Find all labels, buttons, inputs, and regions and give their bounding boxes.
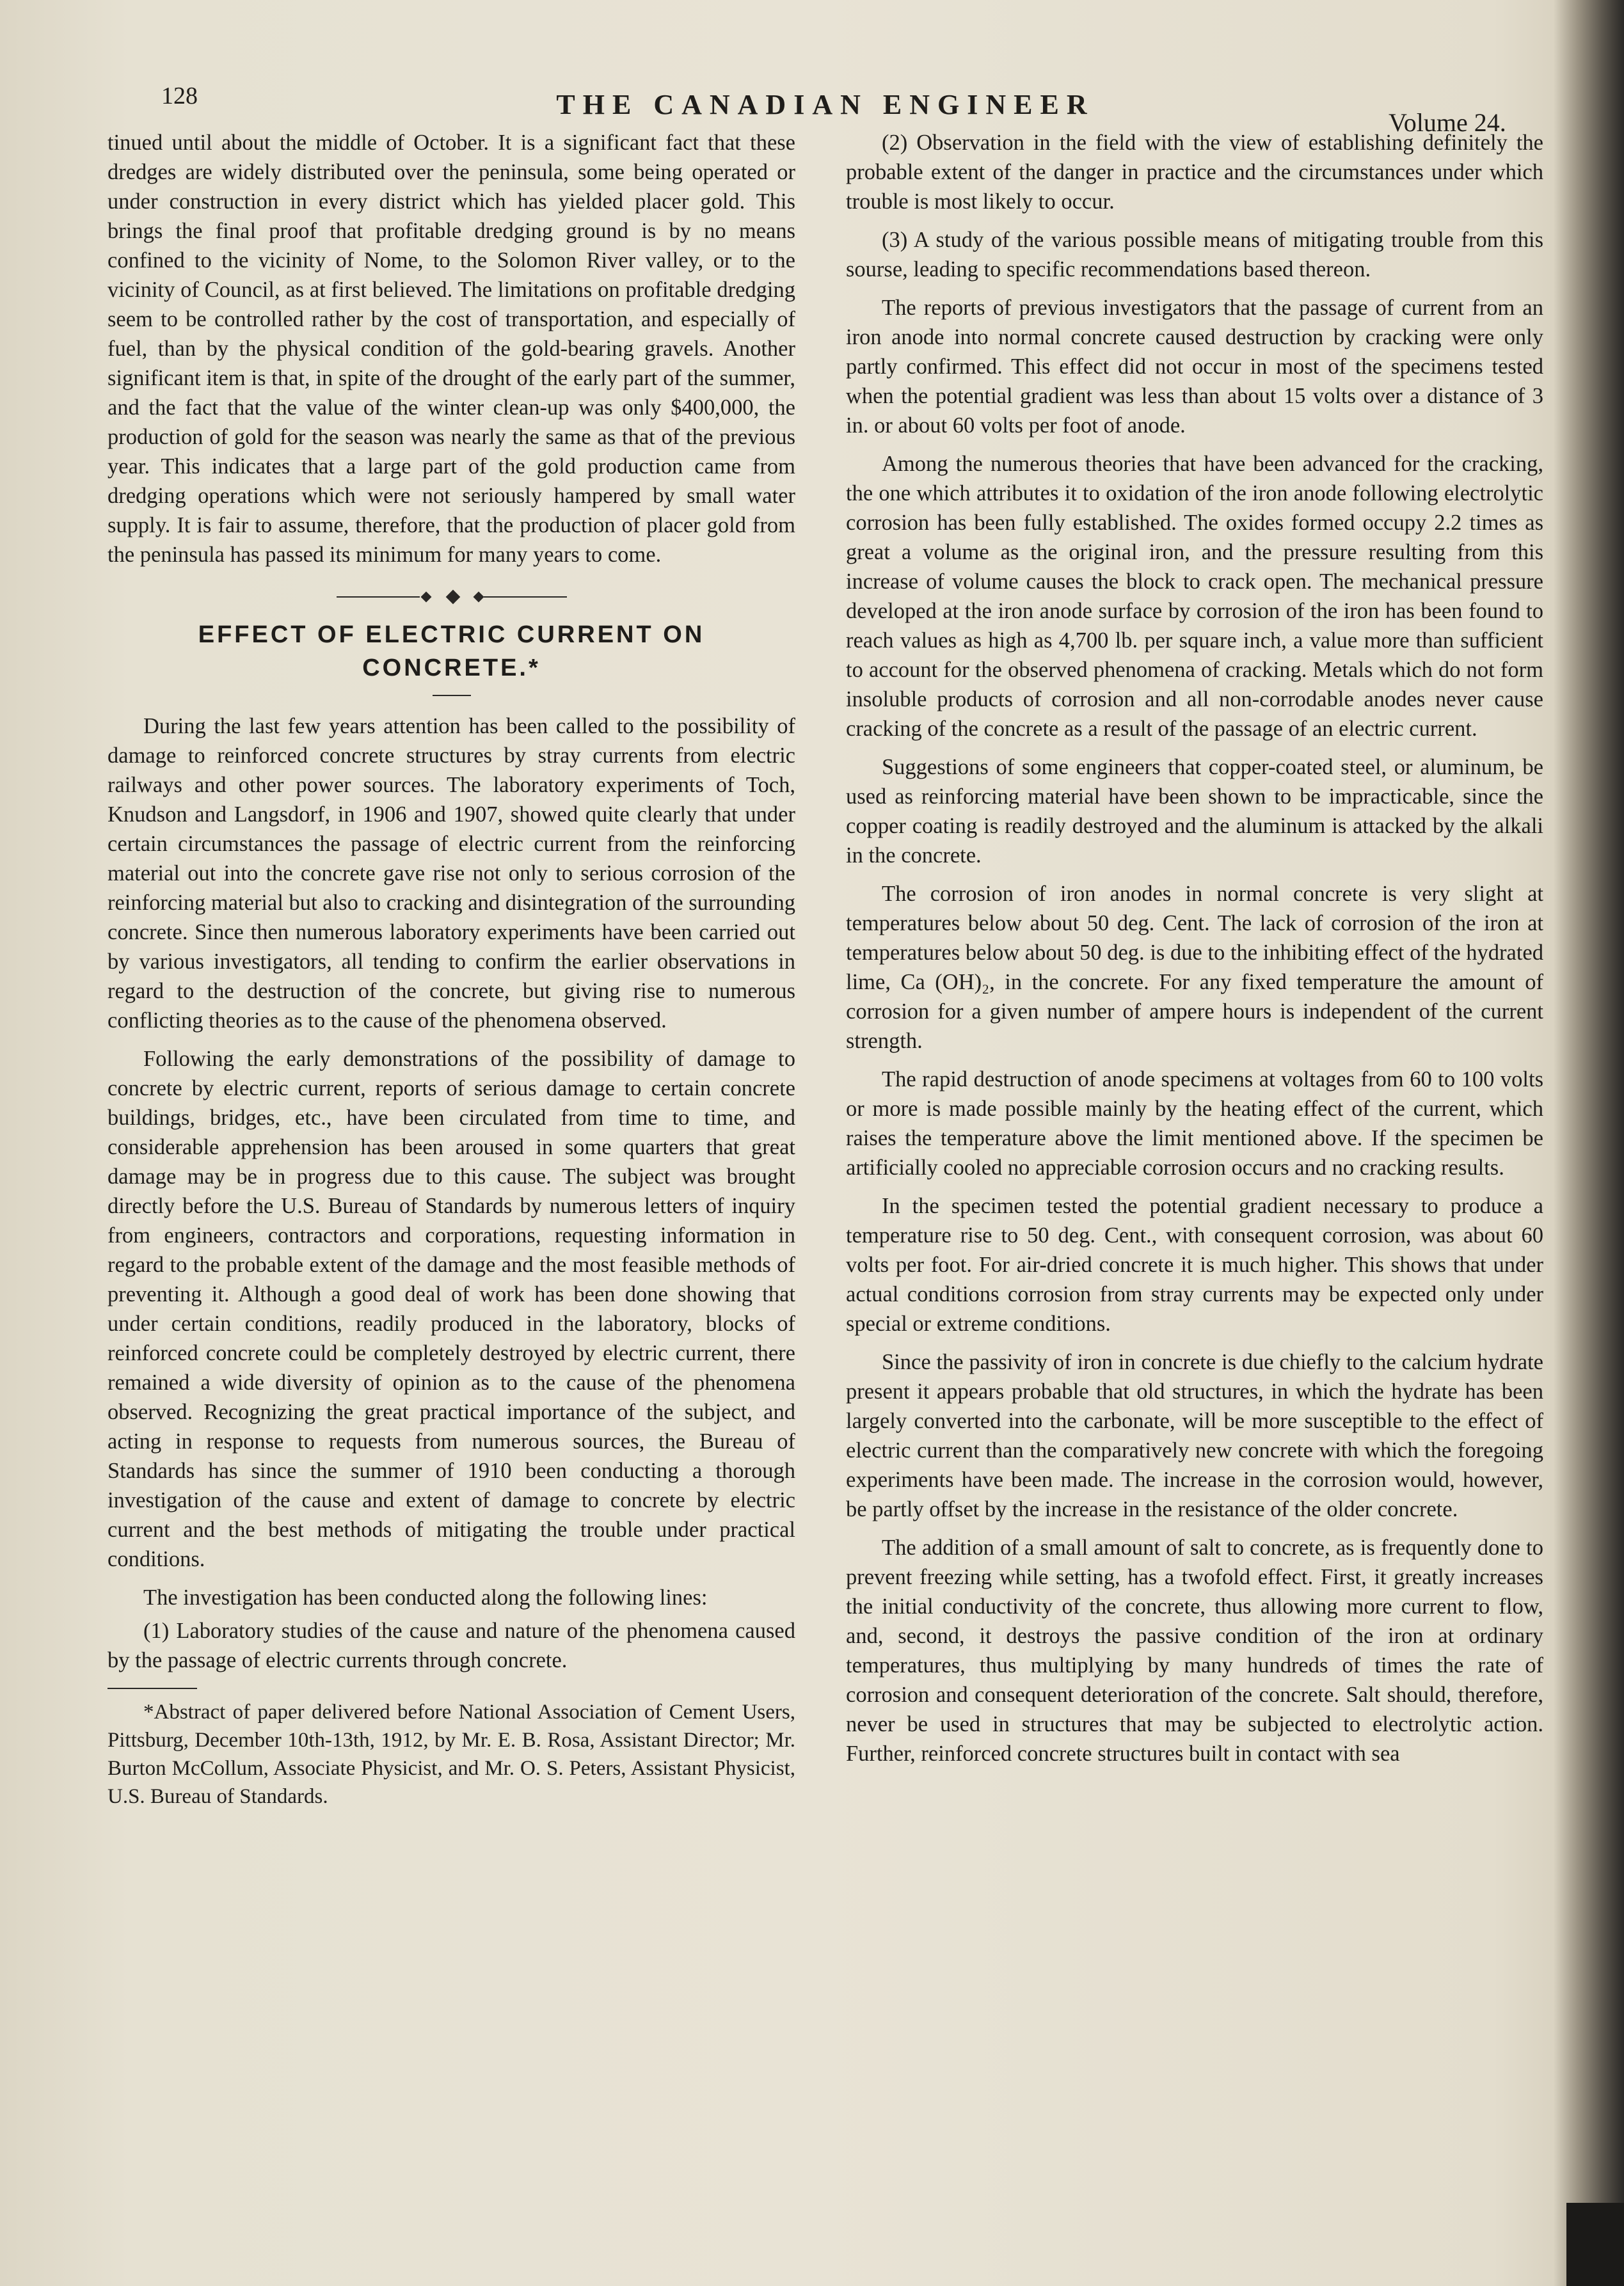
body-paragraph: Suggestions of some engineers that copper-coated steel, or aluminum, be used as reinforcing material have been shown to be impracticable, since the copper coating is readily destroyed and the aluminum is attacked by the alkali in the concrete.	[846, 755, 1543, 868]
volume-label: Volume 24.	[1389, 108, 1506, 137]
body-paragraph: During the last few years attention has been called to the possibility of damage to reinforced concrete structures by stray currents from electric railways and other power sources. The laboratory experiments of Toch, Knudson and Langsdorf, in 1906 and 1907, showed quite clearly that under certain circumstances the passage of electric current from the reinforcing material out into the concrete gave rise not only to serious corrosion of the reinforcing material but also to cracking and disintegration of the surrounding concrete. Since then numerous laboratory experiments have been carried out by various investigators, all tending to confirm the earlier observations in regard to the destruction of the concrete, but giving rise to numerous conflicting theories as to the cause of the phenomena observed.	[107, 714, 795, 1033]
intro-paragraph: tinued until about the middle of October. It is a significant fact that these dredges are widely distributed over the peninsula, some being operated or under construction in every district which has yielded placer gold. This brings the final proof that profitable dredging ground is by no means confined to the vicinity of Nome, to the Solomon River valley, or to the vicinity of Council, as at first believed. The limitations on profitable dredging seem to be controlled rather by the cost of transportation, and especially of fuel, than by the physical condition of the gold-bearing gravels. Another significant item is that, in spite of the drought of the early part of the summer, and the fact that the value of the winter clean-up was only $400,000, the production of gold for the season was nearly the same as that of the previous year. This indicates that a large part of the gold production came from dredging operations which were not seriously hampered by small water supply. It is fair to assume, therefore, that the production of placer gold from the peninsula has passed its minimum for many years to come.	[107, 131, 795, 567]
left-column	[107, 128, 795, 1820]
list-item: (1) Laboratory studies of the cause and nature of the phenomena caused by the passage of electric currents through concrete.	[107, 1619, 795, 1672]
article-title: EFFECT OF ELECTRIC CURRENT ON CONCRETE.*	[198, 621, 705, 681]
body-paragraph: Among the numerous theories that have been advanced for the cracking, the one which attributes it to oxidation of the iron anode following electrolytic corrosion has been fully established. The oxides formed occupy 2.2 times as great a volume as the original iron, and the pressure resulting from this increase of volume causes the block to crack open. The mechanical pressure developed at the iron anode surface by corrosion of the iron has been found to reach values as high as 4,700 lb. per square inch, a value more than sufficient to account for the observed phenomena of cracking. Metals which do not form insoluble products of corrosion and all non-corrodable anodes never cause cracking of the concrete as a result of the passage of an electric current.	[846, 452, 1543, 741]
page-corner-shadow	[1566, 2203, 1624, 2286]
page-binding-shadow	[1554, 0, 1624, 2286]
body-paragraph: In the specimen tested the potential gradient necessary to produce a temperature rise to 50 deg. Cent., with consequent corrosion, was about 60 volts per foot. For air-dried concrete it is much higher. This shows that under actual conditions corrosion from stray currents may be expected only under special or extreme conditions.	[846, 1194, 1543, 1336]
page-number: 128	[161, 83, 198, 109]
body-paragraph: The addition of a small amount of salt to concrete, as is frequently done to prevent freezing while setting, has a twofold effect. First, it greatly increases the initial conductivity of the concrete, thus allowing more current to flow, and, second, it destroys the passive condition of the iron at ordinary temperatures, thus multiplying by many hundreds of times the rate of corrosion and consequent deterioration of the concrete. Salt should, therefore, never be used in structures that may be subjected to electrolytic action. Further, reinforced concrete structures built in contact with sea	[846, 1536, 1543, 1766]
body-paragraph: The corrosion of iron anodes in normal concrete is very slight at temperatures below about 50 deg. Cent. The lack of corrosion of the iron at temperatures below about 50 deg. is due to the inhibiting effect of the hydrated lime, Ca (OH)₂, in the concrete. For any fixed temperature the amount of corrosion for a given number of ampere hours is independent of the current strength.	[846, 882, 1543, 1053]
footnote-rule	[107, 1688, 197, 1689]
title-rule	[433, 695, 471, 696]
right-column	[846, 128, 1543, 1777]
body-paragraph: Since the passivity of iron in concrete is due chiefly to the calcium hydrate present it appears probable that old structures, in which the hydrate has been largely converted into the carbonate, will be more susceptible to the effect of electric current than the comparatively new concrete with which the foregoing experiments have been made. The increase in the corrosion would, however, be partly offset by the increase in the resistance of the older concrete.	[846, 1350, 1543, 1521]
body-paragraph: The rapid destruction of anode specimens at voltages from 60 to 100 volts or more is made possible mainly by the heating effect of the current, which raises the temperature above the limit mentioned above. If the specimen be artificially cooled no appreciable corrosion occurs and no cracking results.	[846, 1067, 1543, 1180]
running-head	[0, 77, 1574, 137]
body-paragraph: Following the early demonstrations of the possibility of damage to concrete by electric current, reports of serious damage to certain concrete buildings, bridges, etc., have been circulated from time to time, and considerable apprehension has been aroused in some quarters that great damage may be in progress due to this cause. The subject was brought directly before the U.S. Bureau of Standards by numerous letters of inquiry from engineers, contractors and corporations, requesting information in regard to the probable extent of the damage and the most feasible methods of preventing it. Although a good deal of work has been done showing that under certain conditions, readily produced in the laboratory, blocks of reinforced concrete could be completely destroyed by electric current, there remained a wide diversity of opinion as to the cause of the phenomena observed. Recognizing the great practical importance of the subject, and acting in response to requests from numerous sources, the Bureau of Standards has since the summer of 1910 been conducting a thorough investigation of the cause and extent of damage to concrete by electric current and the best methods of mitigating the trouble under practical conditions.	[107, 1047, 795, 1571]
body-paragraph: The reports of previous investigators that the passage of current from an iron anode into normal concrete caused destruction by cracking were only partly confirmed. This effect did not occur in most of the specimens tested when the potential gradient was less than about 15 volts over a distance of 3 in. or about 60 volts per foot of anode.	[846, 296, 1543, 438]
list-item: (2) Observation in the field with the view of establishing definitely the probable extent of the danger in practice and the circumstances under which trouble is most likely to occur.	[846, 131, 1543, 214]
section-ornament	[337, 592, 567, 601]
list-item: (3) A study of the various possible means of mitigating trouble from this sourse, leading to specific recommendations based thereon.	[846, 228, 1543, 282]
body-paragraph: The investigation has been conducted along the following lines:	[143, 1585, 708, 1610]
footnote: *Abstract of paper delivered before National Association of Cement Users, Pittsburg, December 10th-13th, 1912, by Mr. E. B. Rosa, Assistant Director; Mr. Burton McCollum, Associate Physicist, and Mr. O. S. Peters, Assistant Physicist, U.S. Bureau of Standards.	[107, 1701, 795, 1808]
journal-title: THE CANADIAN ENGINEER	[556, 89, 1095, 120]
